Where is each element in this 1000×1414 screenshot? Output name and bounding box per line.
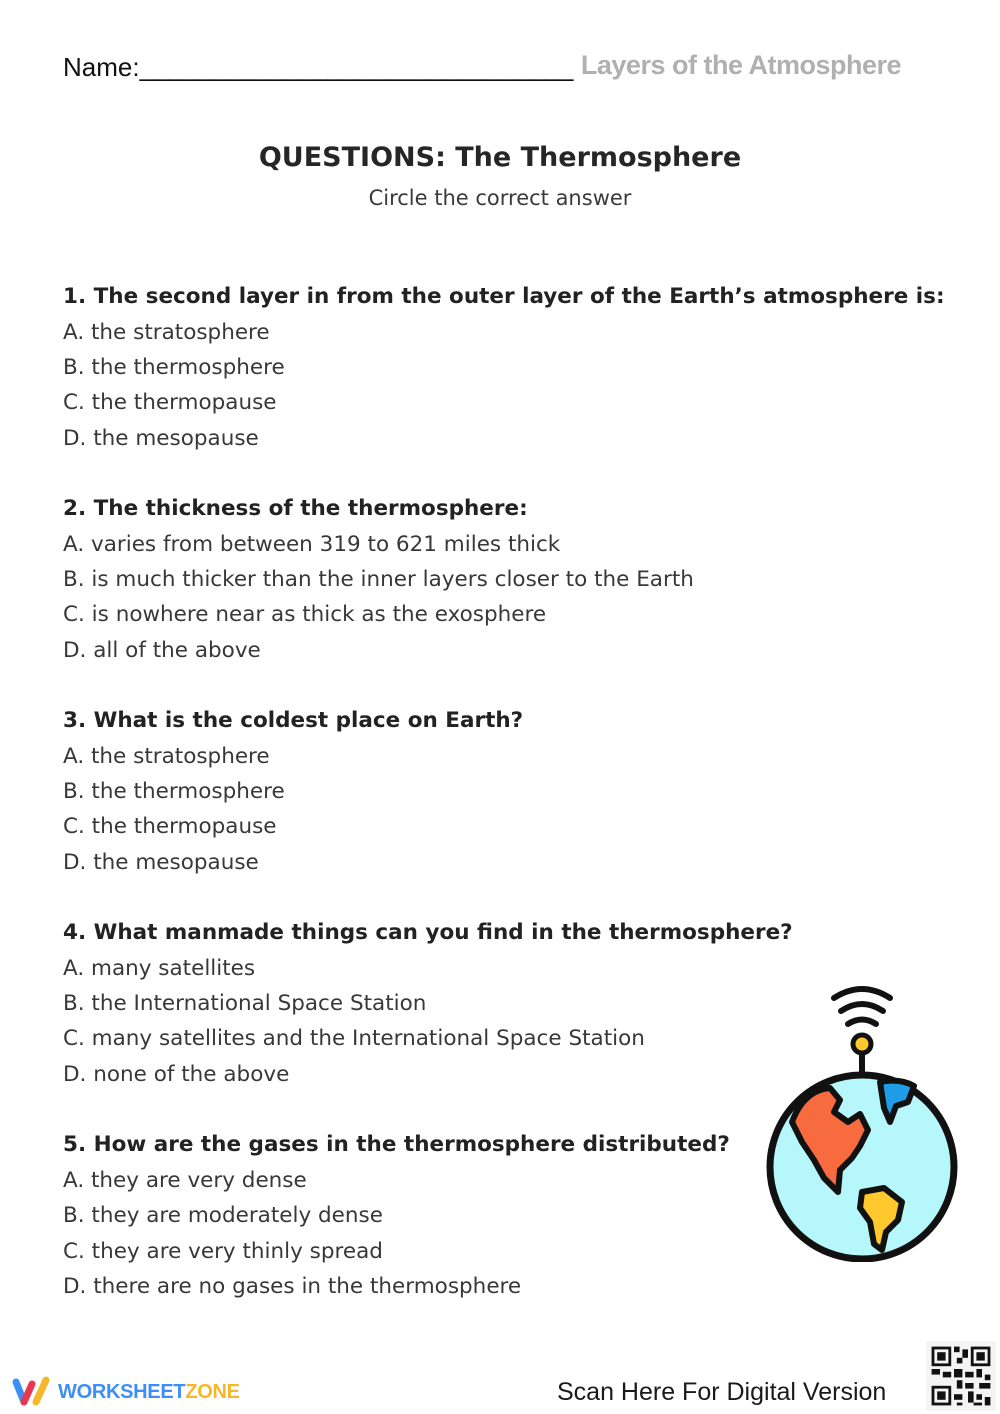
question-text: 1. The second layer in from the outer layer of the Earth’s atmosphere is: — [63, 284, 945, 309]
question-text: 4. What manmade things can you find in the thermosphere? — [63, 920, 793, 946]
logo-text-worksheet: WORKSHEET — [58, 1380, 186, 1403]
logo-text — [58, 1381, 240, 1404]
worksheet-subject: Layers of the Atmosphere — [580, 50, 901, 80]
header — [63, 50, 913, 90]
option-b[interactable]: B. they are moderately dense — [63, 1203, 383, 1229]
option-c[interactable]: C. the thermopause — [63, 390, 277, 416]
option-d[interactable]: D. all of the above — [63, 637, 261, 663]
question-3 — [63, 706, 943, 883]
option-d[interactable]: D. the mesopause — [63, 849, 259, 875]
logo-text-zone: ZONE — [185, 1380, 240, 1403]
option-d[interactable]: D. the mesopause — [63, 425, 259, 451]
option-c[interactable]: C. they are very thinly spread — [63, 1238, 383, 1264]
qr-code-icon[interactable] — [926, 1341, 996, 1411]
instructions: Circle the correct answer — [368, 186, 632, 210]
option-c[interactable]: C. is nowhere near as thick as the exosphere — [63, 602, 547, 628]
option-c[interactable]: C. many satellites and the International Space Station — [63, 1026, 645, 1052]
question-1 — [63, 282, 943, 459]
option-b[interactable]: B. the International Space Station — [63, 991, 427, 1017]
option-a[interactable]: A. varies from between 319 to 621 miles thick — [63, 531, 561, 557]
question-text: 2. The thickness of the thermosphere: — [63, 496, 528, 522]
question-text: 5. How are the gases in the thermosphere distributed? — [63, 1132, 730, 1158]
option-a[interactable]: A. many satellites — [63, 955, 256, 981]
option-a[interactable]: A. they are very dense — [63, 1167, 307, 1193]
worksheetzone-logo[interactable] — [10, 1375, 240, 1409]
question-text: 3. What is the coldest place on Earth? — [63, 708, 524, 734]
page-title: QUESTIONS: The Thermosphere — [258, 142, 742, 173]
option-d[interactable]: D. none of the above — [63, 1061, 290, 1087]
option-a[interactable]: A. the stratosphere — [63, 743, 270, 769]
scan-text: Scan Here For Digital Version — [557, 1378, 887, 1406]
option-b[interactable]: B. is much thicker than the inner layers closer to the Earth — [63, 566, 694, 592]
logo-icon — [10, 1376, 52, 1408]
name-field-label[interactable]: Name:______________________________ — [63, 52, 574, 82]
question-2 — [63, 494, 943, 671]
option-a[interactable]: A. the stratosphere — [63, 319, 270, 345]
option-c[interactable]: C. the thermopause — [63, 814, 277, 840]
option-b[interactable]: B. the thermosphere — [63, 354, 285, 380]
option-b[interactable]: B. the thermosphere — [63, 779, 285, 805]
option-d[interactable]: D. there are no gases in the thermosphere — [63, 1273, 522, 1299]
globe-antenna-icon — [762, 982, 962, 1262]
